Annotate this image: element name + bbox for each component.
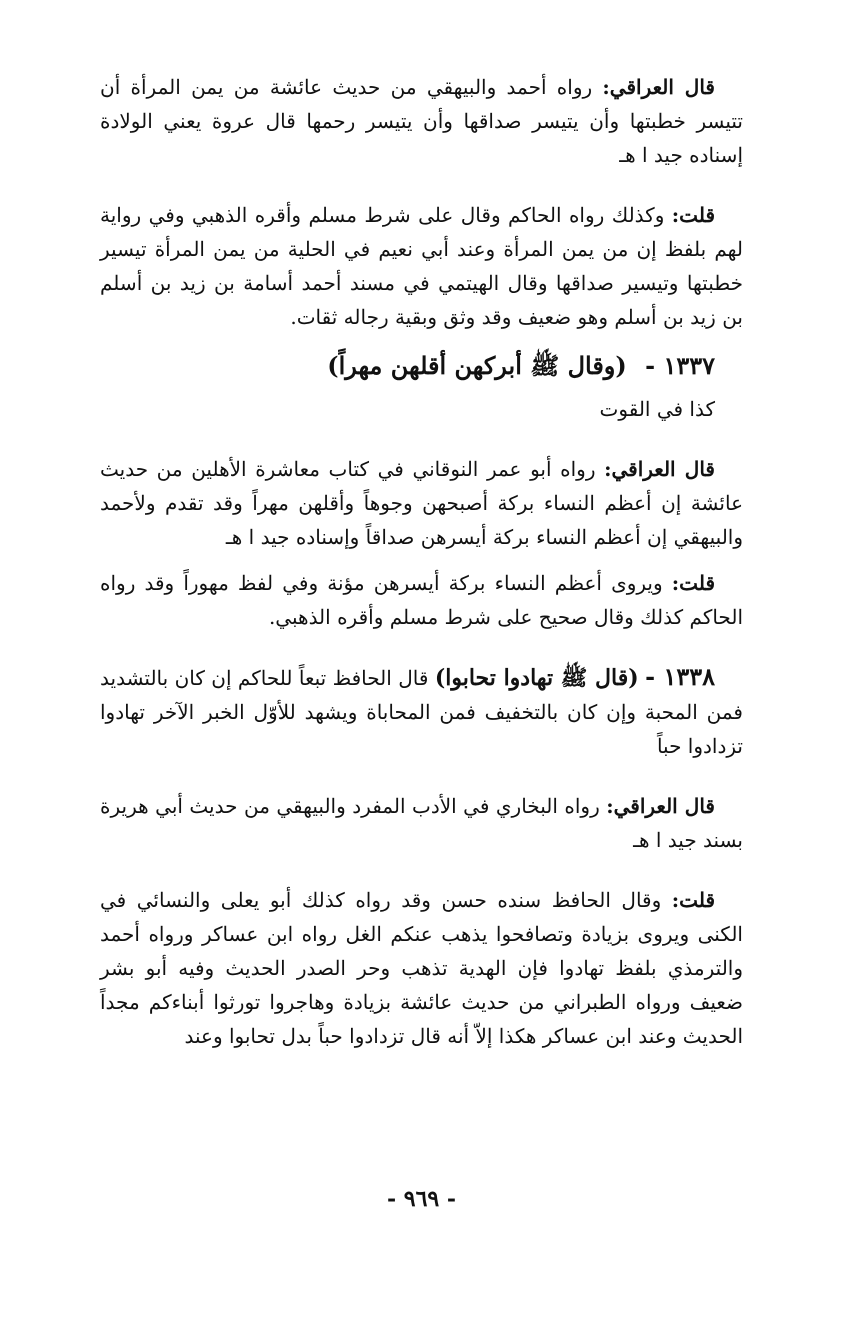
hadith-title: (وقال ﷺ أبركهن أقلهن مهراً) xyxy=(327,351,627,380)
paragraph-lead: قال العراقي: xyxy=(604,457,715,481)
paragraph-qultu-3 xyxy=(100,883,743,1053)
paragraph-qultu-1 xyxy=(100,198,743,334)
hadith-title: (قال ﷺ تهادوا تحابوا) xyxy=(434,665,639,691)
paragraph-text: وكذلك رواه الحاكم وقال على شرط مسلم وأقره الذهبي وفي رواية لهم بلفظ إن من يمن المرأة وعند أبي نعيم في الحلية من يمن المرأة تيسير خطبتها وتيسير صداقها وقال الهيتمي في مسند أحمد أسامة بن زيد بن أسلم بن زيد بن أسلم وهو ضعيف وقد وثق وبقية رجاله ثقات. xyxy=(100,203,743,329)
paragraph-qultu-2 xyxy=(100,566,743,634)
paragraph-lead: قال العراقي: xyxy=(602,75,715,99)
paragraph-iraqi-1 xyxy=(100,70,743,172)
paragraph-lead: قال العراقي: xyxy=(606,794,715,818)
paragraph-text: رواه البخاري في الأدب المفرد والبيهقي من حديث أبي هريرة بسند جيد ا هـ xyxy=(100,794,743,852)
paragraph-lead: قلت: xyxy=(671,203,715,227)
paragraph-iraqi-3 xyxy=(100,789,743,857)
page-number: - ٩٦٩ - xyxy=(386,1186,457,1212)
hadith-text: قال الحافظ تبعاً للحاكم إن كان بالتشديد فمن المحبة وإن كان بالتخفيف فمن المحاباة ويشهد للأوّل الخبر الآخر تهادوا تزدادوا حباً xyxy=(100,666,743,758)
paragraph-iraqi-2 xyxy=(100,452,743,554)
paragraph-text: رواه أبو عمر النوقاني في كتاب معاشرة الأهلين من حديث عائشة إن أعظم النساء بركة أصبحهن وجوهاً وأقلهن مهراً وقد تقدم ولأحمد والبيهقي إن أعظم النساء بركة أيسرهن صداقاً وإسناده جيد ا هـ xyxy=(100,457,743,549)
hadith-number: ١٣٣٧ - xyxy=(645,351,715,380)
paragraph-text: ويروى أعظم النساء بركة أيسرهن مؤنة وفي لفظ مهوراً وقد رواه الحاكم كذلك وقال صحيح على شرط مسلم وأقره الذهبي. xyxy=(100,571,743,629)
paragraph-lead: قلت: xyxy=(671,571,715,595)
hadith-heading-1337 xyxy=(100,346,743,386)
paragraph-lead: قلت: xyxy=(671,888,715,912)
hadith-paragraph-1338 xyxy=(100,660,743,763)
paragraph-text: رواه أحمد والبيهقي من حديث عائشة من يمن المرأة أن تتيسر خطبتها وأن يتيسر صداقها وأن يتيسر رحمها قال عروة يعني الولادة إسناده جيد ا هـ xyxy=(100,75,743,167)
hadith-note xyxy=(100,392,743,426)
paragraph-text: وقال الحافظ سنده حسن وقد رواه كذلك أبو يعلى والنسائي في الكنى ويروى بزيادة وتصافحوا يذهب عنكم الغل رواه ابن عساكر ورواه أحمد والترمذي بلفظ تهادوا فإن الهدية تذهب وحر الصدر الحديث وفيه أبو بشر ضعيف ورواه الطبراني من حديث عائشة بزيادة وهاجروا تورثوا أبناءكم مجداً الحديث وعند ابن عساكر هكذا إلاّ أنه قال تزدادوا حباً بدل تحابوا وعند xyxy=(100,888,743,1048)
hadith-note-text: كذا في القوت xyxy=(599,397,715,421)
hadith-number: ١٣٣٨ - xyxy=(645,662,715,691)
